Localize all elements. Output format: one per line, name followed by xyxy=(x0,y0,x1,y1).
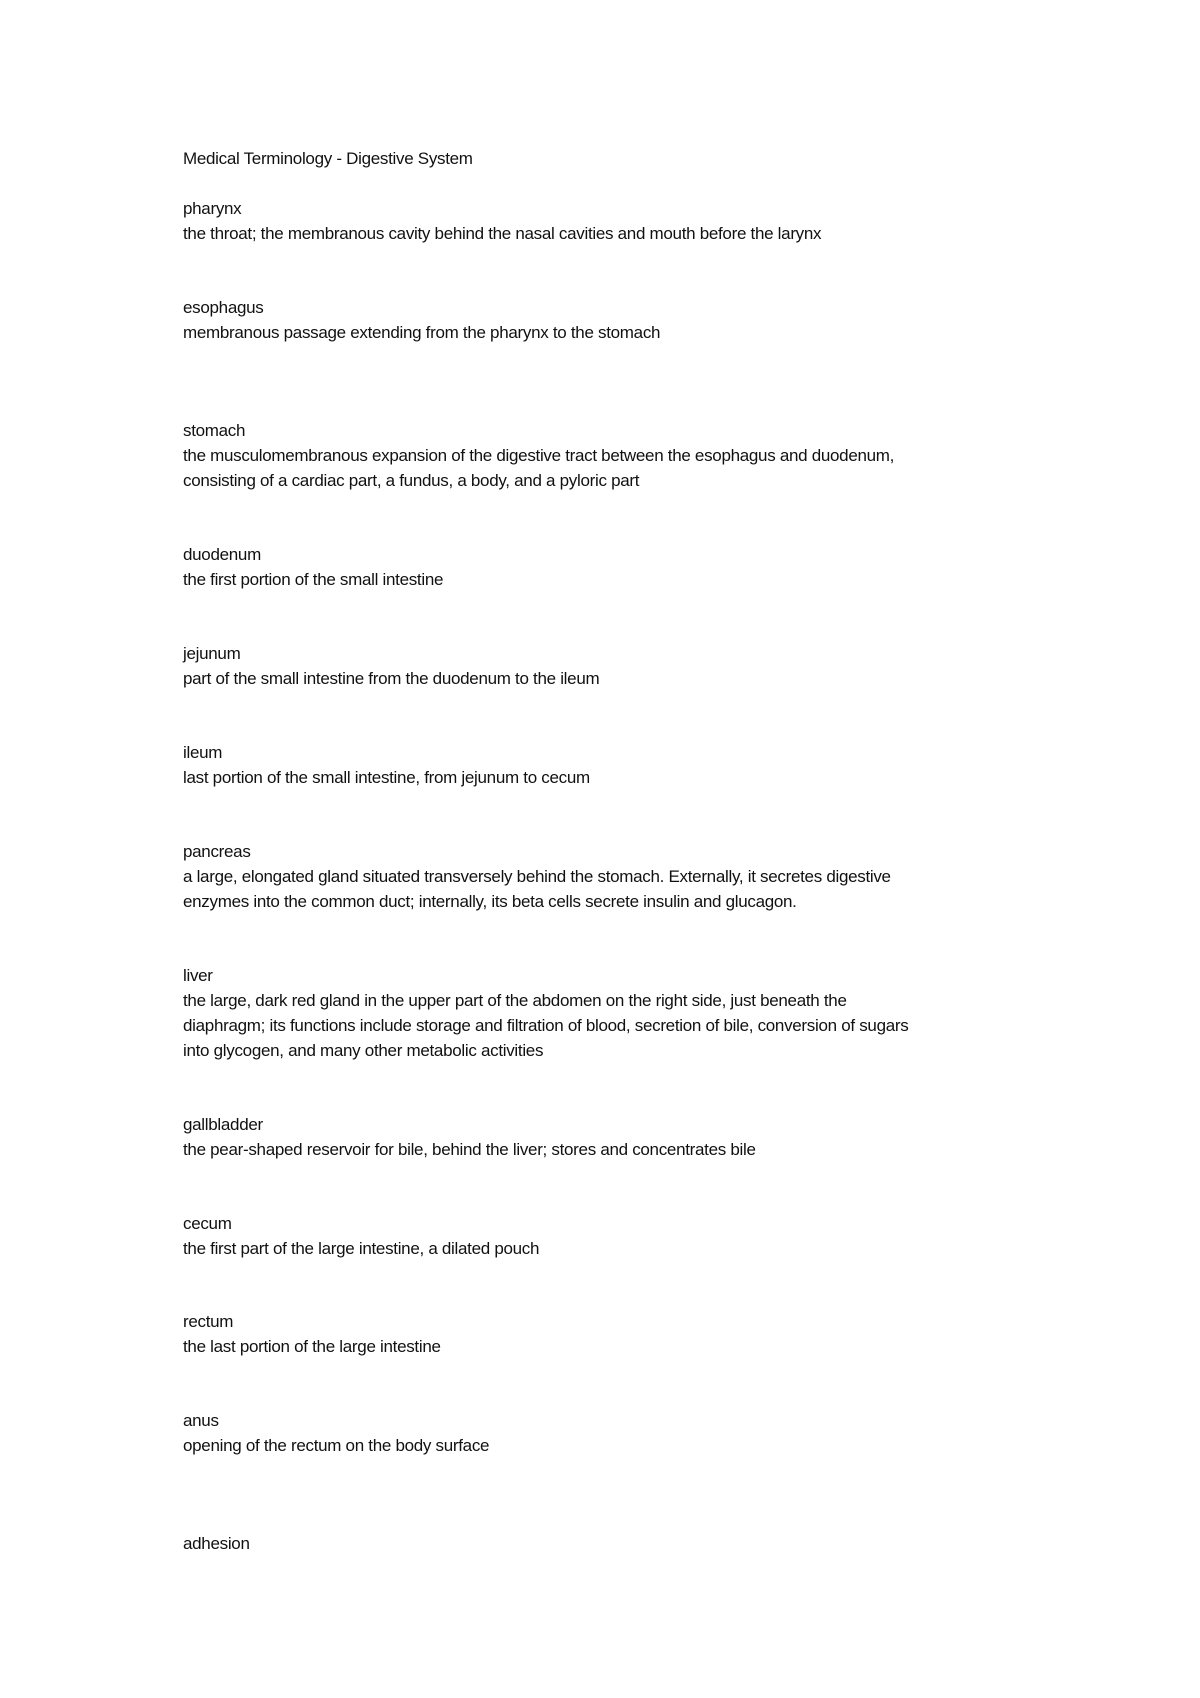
term-pancreas: pancreas xyxy=(183,842,251,861)
definition-cecum-line-1: the first part of the large intestine, a dilated pouch xyxy=(183,1239,540,1258)
definition-pharynx-line-1: the throat; the membranous cavity behind the nasal cavities and mouth before the larynx xyxy=(183,224,822,243)
term-duodenum: duodenum xyxy=(183,545,261,564)
definition-pancreas-line-2: enzymes into the common duct; internally, its beta cells secrete insulin and glucagon. xyxy=(183,892,797,911)
definition-stomach-line-1: the musculomembranous expansion of the digestive tract between the esophagus and duodenum, xyxy=(183,446,895,465)
term-ileum: ileum xyxy=(183,743,223,762)
term-adhesion: adhesion xyxy=(183,1534,250,1553)
definition-esophagus-line-1: membranous passage extending from the pharynx to the stomach xyxy=(183,323,661,342)
definition-ileum-line-1: last portion of the small intestine, from jejunum to cecum xyxy=(183,768,590,787)
document-title: Medical Terminology - Digestive System xyxy=(183,149,473,168)
term-rectum: rectum xyxy=(183,1312,234,1331)
term-liver: liver xyxy=(183,966,213,985)
definition-stomach-line-2: consisting of a cardiac part, a fundus, a body, and a pyloric part xyxy=(183,471,640,490)
term-esophagus: esophagus xyxy=(183,298,264,317)
definition-anus-line-1: opening of the rectum on the body surface xyxy=(183,1436,490,1455)
definition-jejunum-line-1: part of the small intestine from the duodenum to the ileum xyxy=(183,669,600,688)
term-cecum: cecum xyxy=(183,1214,232,1233)
term-pharynx: pharynx xyxy=(183,199,242,218)
definition-liver-line-3: into glycogen, and many other metabolic activities xyxy=(183,1041,544,1060)
definition-liver-line-2: diaphragm; its functions include storage and filtration of blood, secretion of bile, conversion of sugars xyxy=(183,1016,909,1035)
term-gallbladder: gallbladder xyxy=(183,1115,263,1134)
term-stomach: stomach xyxy=(183,421,246,440)
definition-liver-line-1: the large, dark red gland in the upper part of the abdomen on the right side, just beneath the xyxy=(183,991,847,1010)
definition-duodenum-line-1: the first portion of the small intestine xyxy=(183,570,444,589)
definition-gallbladder-line-1: the pear-shaped reservoir for bile, behind the liver; stores and concentrates bile xyxy=(183,1140,756,1159)
definition-rectum-line-1: the last portion of the large intestine xyxy=(183,1337,441,1356)
term-jejunum: jejunum xyxy=(183,644,241,663)
term-anus: anus xyxy=(183,1411,219,1430)
definition-pancreas-line-1: a large, elongated gland situated transversely behind the stomach. Externally, it secretes digestive xyxy=(183,867,891,886)
